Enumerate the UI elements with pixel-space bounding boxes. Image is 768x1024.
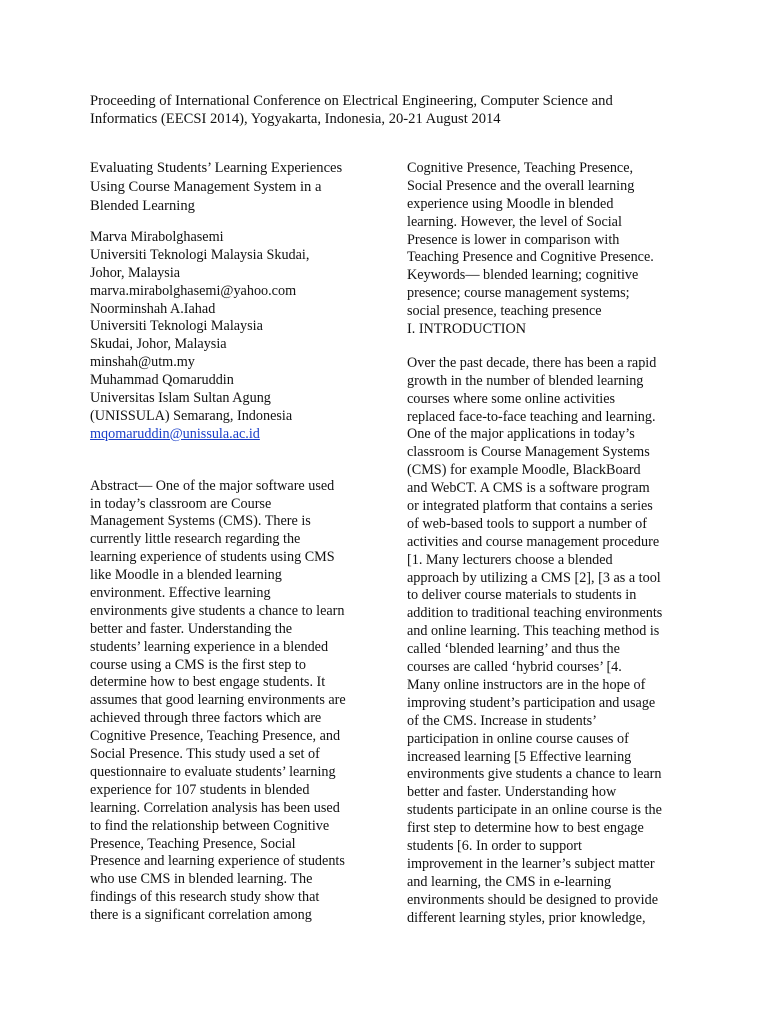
abstract-line: like Moodle in a blended learning bbox=[90, 567, 282, 584]
body-line: first step to determine how to best engage bbox=[407, 820, 644, 837]
body-line: [1. Many lecturers choose a blended bbox=[407, 551, 613, 568]
header-line: Informatics (EECSI 2014), Yogyakarta, Indonesia, 20-21 August 2014 bbox=[90, 110, 501, 127]
conference-header bbox=[90, 92, 690, 128]
abstract-line: assumes that good learning environments are bbox=[90, 692, 346, 709]
abstract-line: determine how to best engage students. It bbox=[90, 674, 326, 691]
abstract-line: Presence and learning experience of students bbox=[90, 853, 345, 870]
body-line: and WebCT. A CMS is a software program bbox=[407, 480, 650, 497]
body-line: increased learning [5 Effective learning bbox=[407, 748, 632, 765]
abstract-line: learning. Correlation analysis has been used bbox=[90, 799, 340, 816]
body-line: (CMS) for example Moodle, BlackBoard bbox=[407, 462, 641, 479]
body-line: better and faster. Understanding how bbox=[407, 784, 617, 801]
author-line: minshah@utm.my bbox=[90, 354, 195, 371]
introduction-body bbox=[407, 355, 707, 928]
author-line: (UNISSULA) Semarang, Indonesia bbox=[90, 407, 293, 424]
body-line: approach by utilizing a CMS [2], [3 as a tool bbox=[407, 569, 661, 586]
abstract-line: experience for 107 students in blended bbox=[90, 781, 310, 798]
title-line: Evaluating Students’ Learning Experiences bbox=[90, 160, 343, 176]
paper-title bbox=[90, 160, 380, 217]
body-line: and online learning. This teaching method is bbox=[407, 623, 660, 640]
author-line: Universitas Islam Sultan Agung bbox=[90, 390, 271, 407]
body-line: Many online instructors are in the hope of bbox=[407, 676, 646, 693]
abstract-line: questionnaire to evaluate students’ learning bbox=[90, 763, 336, 780]
abstract-line: Management Systems (CMS). There is bbox=[90, 513, 311, 530]
body-line: improvement in the learner’s subject matter bbox=[407, 855, 655, 872]
body-line: courses are called ‘hybrid courses’ [4. bbox=[407, 659, 622, 676]
body-line: to deliver course materials to students in bbox=[407, 587, 637, 604]
abstract bbox=[90, 478, 380, 925]
author-line: Marva Mirabolghasemi bbox=[90, 229, 224, 245]
abstract-line: findings of this research study show that bbox=[90, 889, 320, 906]
abstract-line: Teaching Presence and Cognitive Presence. bbox=[407, 249, 654, 266]
body-line: replaced face-to-face teaching and learning. bbox=[407, 408, 656, 425]
body-line: called ‘blended learning’ and thus the bbox=[407, 641, 620, 658]
body-line: improving student’s participation and usage bbox=[407, 694, 656, 711]
abstract-line: Cognitive Presence, Teaching Presence, and bbox=[90, 728, 341, 745]
author-line: Universiti Teknologi Malaysia bbox=[90, 318, 263, 335]
body-line: One of the major applications in today’s bbox=[407, 426, 635, 443]
keywords-line: Keywords— blended learning; cognitive bbox=[407, 267, 639, 284]
abstract-line: Presence is lower in comparison with bbox=[407, 231, 620, 248]
abstract-line: Presence, Teaching Presence, Social bbox=[90, 835, 296, 852]
title-line: Blended Learning bbox=[90, 198, 195, 214]
author-block bbox=[90, 229, 380, 444]
body-line: classroom is Course Management Systems bbox=[407, 444, 650, 461]
abstract-line: learning experience of students using CMS bbox=[90, 549, 335, 566]
body-line: or integrated platform that contains a series bbox=[407, 498, 653, 515]
body-line: growth in the number of blended learning bbox=[407, 372, 644, 389]
section-heading: I. INTRODUCTION bbox=[407, 321, 527, 338]
body-line: participation in online course causes of bbox=[407, 730, 629, 747]
author-line: Universiti Teknologi Malaysia Skudai, bbox=[90, 246, 310, 263]
abstract-line: better and faster. Understanding the bbox=[90, 620, 293, 637]
abstract-line: learning. However, the level of Social bbox=[407, 213, 622, 230]
abstract-line: experience using Moodle in blended bbox=[407, 195, 614, 212]
abstract-line: Abstract— One of the major software used bbox=[90, 477, 335, 494]
body-line: of the CMS. Increase in students’ bbox=[407, 712, 597, 729]
author-line: marva.mirabolghasemi@yahoo.com bbox=[90, 282, 297, 299]
author-line: Noorminshah A.Iahad bbox=[90, 300, 216, 317]
keywords-line: presence; course management systems; bbox=[407, 285, 630, 302]
abstract-line: course using a CMS is the first step to bbox=[90, 656, 306, 673]
author-line: Muhammad Qomaruddin bbox=[90, 372, 234, 389]
body-line: courses where some online activities bbox=[407, 390, 616, 407]
header-line: Proceeding of International Conference on Electrical Engineering, Computer Science and bbox=[90, 93, 613, 109]
abstract-line: to find the relationship between Cognitive bbox=[90, 817, 330, 834]
abstract-line: in today’s classroom are Course bbox=[90, 495, 272, 512]
abstract-line: environments give students a chance to learn bbox=[90, 602, 345, 619]
body-line: environments should be designed to provide bbox=[407, 891, 658, 908]
left-column bbox=[90, 160, 380, 925]
abstract-line: achieved through three factors which are bbox=[90, 710, 322, 727]
author-line: Skudai, Johor, Malaysia bbox=[90, 336, 227, 353]
body-line: activities and course management procedure bbox=[407, 533, 660, 550]
body-line: students [6. In order to support bbox=[407, 837, 582, 854]
abstract-continued bbox=[407, 160, 707, 339]
body-line: environments give students a chance to learn bbox=[407, 766, 662, 783]
abstract-line: currently little research regarding the bbox=[90, 531, 301, 548]
author-line: Johor, Malaysia bbox=[90, 264, 181, 281]
right-column bbox=[407, 160, 707, 927]
body-line: Over the past decade, there has been a rapid bbox=[407, 354, 657, 371]
abstract-line: Social Presence. This study used a set of bbox=[90, 746, 320, 763]
keywords-line: social presence, teaching presence bbox=[407, 303, 602, 320]
abstract-line: Cognitive Presence, Teaching Presence, bbox=[407, 160, 634, 176]
title-line: Using Course Management System in a bbox=[90, 179, 322, 195]
body-line: different learning styles, prior knowledge, bbox=[407, 909, 646, 926]
body-line: addition to traditional teaching environments bbox=[407, 605, 663, 622]
abstract-line: students’ learning experience in a blended bbox=[90, 638, 329, 655]
body-line: students participate in an online course is the bbox=[407, 802, 662, 819]
body-line: and learning, the CMS in e-learning bbox=[407, 873, 612, 890]
abstract-line: who use CMS in blended learning. The bbox=[90, 871, 313, 888]
abstract-line: Social Presence and the overall learning bbox=[407, 177, 635, 194]
body-line: of web-based tools to support a number of bbox=[407, 515, 647, 532]
author-email-link[interactable]: mqomaruddin@unissula.ac.id bbox=[90, 425, 260, 442]
abstract-line: environment. Effective learning bbox=[90, 585, 271, 602]
abstract-line: there is a significant correlation among bbox=[90, 907, 312, 924]
